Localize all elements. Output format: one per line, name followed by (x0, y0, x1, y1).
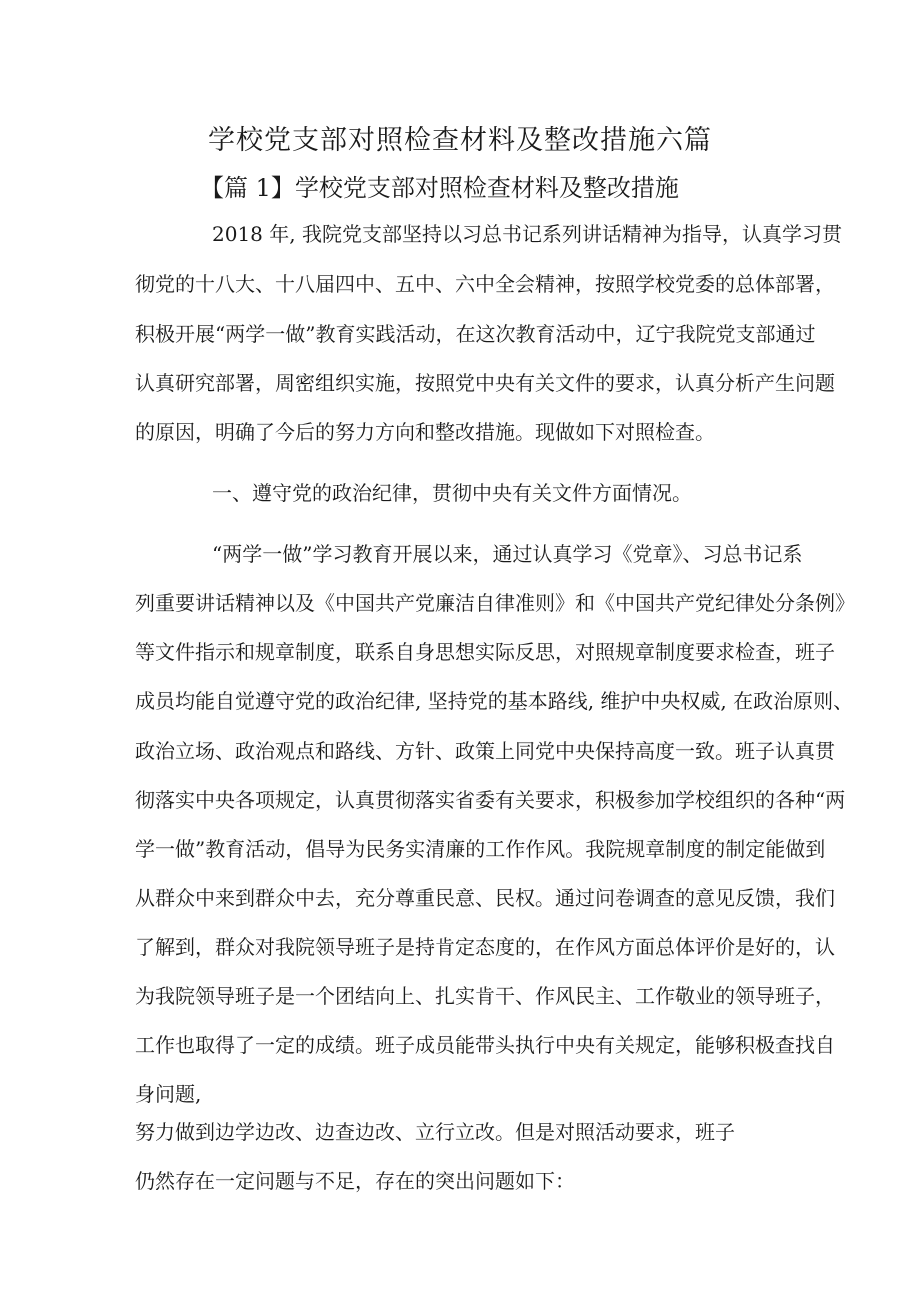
body-line: 学一做”教育活动，倡导为民务实清廉的工作作风。我院规章制度的制定能做到 (135, 837, 826, 861)
body-line: 为我院领导班子是一个团结向上、扎实肯干、作风民主、工作敬业的领导班子， (135, 984, 835, 1008)
intro-line: 积极开展“两学一做”教育实践活动，在这次教育活动中，辽宁我院党支部通过 (135, 322, 816, 346)
body-line: 仍然存在一定问题与不足，存在的突出问题如下： (135, 1169, 575, 1193)
body-line: 努力做到边学边改、边查边改、立行立改。但是对照活动要求，班子 (135, 1120, 735, 1144)
document-title: 学校党支部对照检查材料及整改措施六篇 (208, 125, 712, 156)
body-line: 从群众中来到群众中去，充分尊重民意、民权。通过问卷调查的意见反馈，我们 (135, 886, 835, 910)
intro-line: 的原因，明确了今后的努力方向和整改措施。现做如下对照检查。 (135, 420, 715, 444)
body-line: “两学一做”学习教育开展以来，通过认真学习《党章》、习总书记系 (212, 542, 803, 566)
body-line: 身问题, (135, 1082, 202, 1106)
intro-line: 彻党的十八大、十八届四中、五中、六中全会精神，按照学校党委的总体部署， (135, 272, 835, 296)
intro-line: 2018 年, 我院党支部坚持以习总书记系列讲话精神为指导，认真学习贯 (212, 222, 842, 246)
subheading: 一、遵守党的政治纪律，贯彻中央有关文件方面情况。 (212, 481, 692, 505)
body-line: 了解到，群众对我院领导班子是持肯定态度的，在作风方面总体评价是好的，认 (135, 935, 835, 959)
body-line: 工作也取得了一定的成绩。班子成员能带头执行中央有关规定，能够积极查找自 (135, 1033, 835, 1057)
body-line: 等文件指示和规章制度，联系自身思想实际反思，对照规章制度要求检查，班子 (135, 640, 835, 664)
body-line: 政治立场、政治观点和路线、方针、政策上同党中央保持高度一致。班子认真贯 (135, 739, 835, 763)
body-line: 成员均能自觉遵守党的政治纪律, 坚持党的基本路线, 维护中央权威, 在政治原则、 (135, 689, 854, 713)
intro-line: 认真研究部署，周密组织实施，按照党中央有关文件的要求，认真分析产生问题 (135, 371, 835, 395)
body-line: 列重要讲话精神以及《中国共产党廉洁自律准则》和《中国共产党纪律处分条例》 (135, 591, 855, 615)
section-heading: 【篇 1】学校党支部对照检查材料及整改措施 (200, 174, 679, 202)
body-line: 彻落实中央各项规定，认真贯彻落实省委有关要求，积极参加学校组织的各种“两 (135, 788, 846, 812)
